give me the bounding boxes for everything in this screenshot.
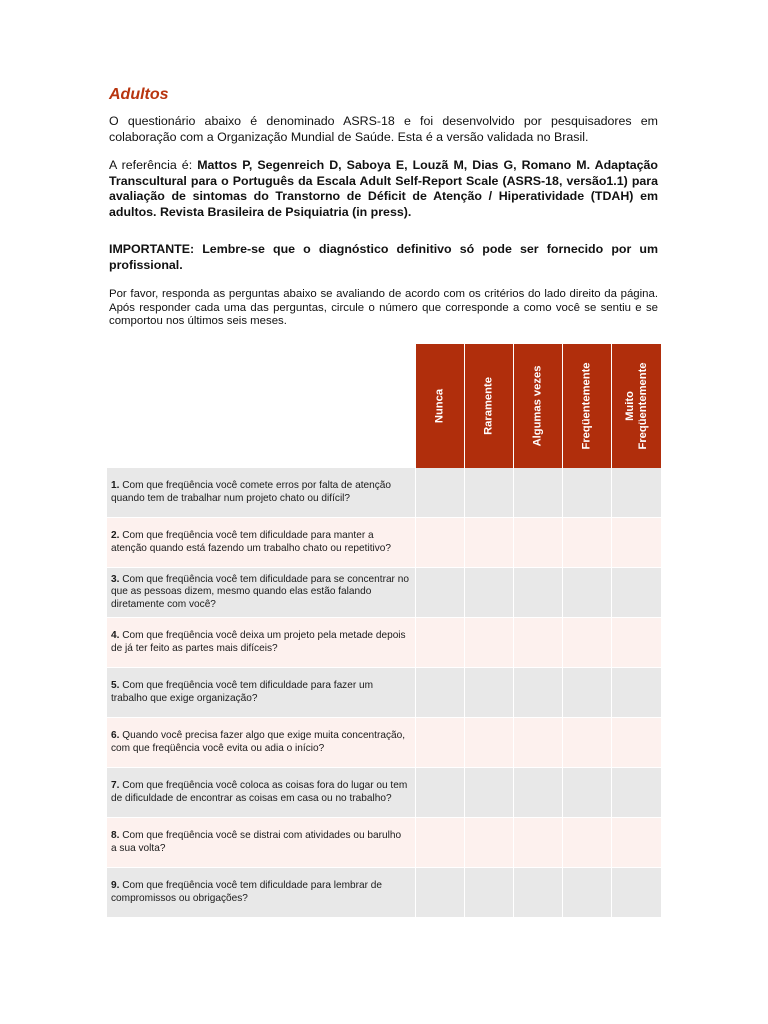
answer-cell-raramente[interactable] bbox=[465, 718, 514, 768]
answer-cell-algumas-vezes[interactable] bbox=[514, 818, 563, 868]
answer-cell-nunca[interactable] bbox=[416, 768, 465, 818]
answer-cell-raramente[interactable] bbox=[465, 468, 514, 518]
question-text: Quando você precisa fazer algo que exige muita concentração, com que freqüência você evita ou adia o início? bbox=[111, 730, 406, 754]
question-number: 4. bbox=[111, 630, 120, 642]
answer-cell-algumas-vezes[interactable] bbox=[514, 518, 563, 568]
answer-cell-frequentemente[interactable] bbox=[563, 768, 612, 818]
reference-citation: Mattos P, Segenreich D, Saboya E, Louzã M, Dias G, Romano M. Adaptação Transcultural para o Português da Escala Adult Self-Report Scale (ASRS-18, versão1.1) para avaliação de sintomas do Transtorno de Déficit de Atenção / Hiperatividade (TDAH) em adultos. Revista Brasileira de Psiquiatria (in press). bbox=[109, 158, 658, 219]
answer-cell-muito-frequentemente[interactable] bbox=[612, 668, 661, 718]
question-text: Com que freqüência você se distrai com atividades ou barulho a sua volta? bbox=[111, 830, 402, 854]
column-header-nunca bbox=[416, 344, 465, 468]
table-row bbox=[107, 668, 661, 718]
answer-cell-muito-frequentemente[interactable] bbox=[612, 818, 661, 868]
table-row bbox=[107, 768, 661, 818]
table-row bbox=[107, 468, 661, 518]
question-text: Com que freqüência você tem dificuldade para lembrar de compromissos ou obrigações? bbox=[111, 880, 383, 904]
column-header-label: Raramente bbox=[482, 377, 495, 435]
page-title: Adultos bbox=[109, 86, 169, 103]
intro-paragraph: O questionário abaixo é denominado ASRS-18 e foi desenvolvido por pesquisadores em colaboração com a Organização Mundial de Saúde. Esta é a versão validada no Brasil. bbox=[109, 114, 658, 144]
answer-cell-muito-frequentemente[interactable] bbox=[612, 468, 661, 518]
answer-cell-muito-frequentemente[interactable] bbox=[612, 618, 661, 668]
question-number: 2. bbox=[111, 530, 120, 542]
answer-cell-nunca[interactable] bbox=[416, 518, 465, 568]
answer-cell-raramente[interactable] bbox=[465, 618, 514, 668]
answer-cell-nunca[interactable] bbox=[416, 868, 465, 918]
column-header-label: Algumas vezes bbox=[531, 365, 544, 447]
table-row bbox=[107, 818, 661, 868]
question-number: 6. bbox=[111, 730, 120, 742]
question-cell bbox=[107, 518, 416, 568]
answer-cell-nunca[interactable] bbox=[416, 618, 465, 668]
answer-cell-frequentemente[interactable] bbox=[563, 518, 612, 568]
column-header-label: Freqüentemente bbox=[580, 362, 593, 450]
answer-cell-frequentemente[interactable] bbox=[563, 568, 612, 618]
question-text: Com que freqüência você comete erros por falta de atenção quando tem de trabalhar num projeto chato ou difícil? bbox=[111, 480, 391, 504]
column-header-raramente bbox=[465, 344, 514, 468]
table-row bbox=[107, 518, 661, 568]
question-number: 8. bbox=[111, 830, 120, 842]
table-row bbox=[107, 868, 661, 918]
question-number: 1. bbox=[111, 480, 120, 492]
answer-cell-algumas-vezes[interactable] bbox=[514, 718, 563, 768]
answer-cell-muito-frequentemente[interactable] bbox=[612, 868, 661, 918]
answer-cell-muito-frequentemente[interactable] bbox=[612, 718, 661, 768]
table-row bbox=[107, 618, 661, 668]
question-text: Com que freqüência você tem dificuldade para fazer um trabalho que exige organização? bbox=[111, 680, 374, 704]
answer-cell-frequentemente[interactable] bbox=[563, 818, 612, 868]
answer-cell-muito-frequentemente[interactable] bbox=[612, 568, 661, 618]
answer-cell-frequentemente[interactable] bbox=[563, 468, 612, 518]
answer-cell-nunca[interactable] bbox=[416, 668, 465, 718]
question-cell bbox=[107, 618, 416, 668]
answer-cell-algumas-vezes[interactable] bbox=[514, 468, 563, 518]
question-text: Com que freqüência você tem dificuldade para se concentrar no que as pessoas dizem, mesmo quando elas estão falando diretamente com você? bbox=[111, 574, 409, 610]
answer-cell-frequentemente[interactable] bbox=[563, 618, 612, 668]
answer-cell-algumas-vezes[interactable] bbox=[514, 868, 563, 918]
question-number: 9. bbox=[111, 880, 120, 892]
answer-cell-algumas-vezes[interactable] bbox=[514, 568, 563, 618]
instructions-paragraph: Por favor, responda as perguntas abaixo se avaliando de acordo com os critérios do lado direito da página. Após responder cada uma das perguntas, circule o número que corresponde a como você se sentiu e se comportou nos últimos seis meses. bbox=[109, 288, 658, 328]
question-text: Com que freqüência você deixa um projeto pela metade depois de já ter feito as partes mais difíceis? bbox=[111, 630, 406, 654]
column-header-label: Nunca bbox=[433, 388, 446, 424]
answer-cell-frequentemente[interactable] bbox=[563, 718, 612, 768]
question-text: Com que freqüência você tem dificuldade para manter a atenção quando está fazendo um trabalho chato ou repetitivo? bbox=[111, 530, 392, 554]
reference-prefix: A referência é: bbox=[109, 158, 198, 172]
answer-cell-algumas-vezes[interactable] bbox=[514, 768, 563, 818]
answer-cell-nunca[interactable] bbox=[416, 468, 465, 518]
question-cell bbox=[107, 668, 416, 718]
answer-cell-nunca[interactable] bbox=[416, 818, 465, 868]
answer-cell-frequentemente[interactable] bbox=[563, 868, 612, 918]
question-cell bbox=[107, 768, 416, 818]
answer-cell-frequentemente[interactable] bbox=[563, 668, 612, 718]
answer-cell-raramente[interactable] bbox=[465, 568, 514, 618]
table-header-row bbox=[107, 344, 661, 468]
answer-cell-raramente[interactable] bbox=[465, 668, 514, 718]
answer-cell-raramente[interactable] bbox=[465, 818, 514, 868]
answer-cell-nunca[interactable] bbox=[416, 718, 465, 768]
question-number: 3. bbox=[111, 574, 120, 586]
answer-cell-muito-frequentemente[interactable] bbox=[612, 768, 661, 818]
answer-cell-algumas-vezes[interactable] bbox=[514, 668, 563, 718]
table-row bbox=[107, 568, 661, 618]
answer-cell-algumas-vezes[interactable] bbox=[514, 618, 563, 668]
reference-paragraph bbox=[109, 158, 658, 220]
table-row bbox=[107, 718, 661, 768]
question-text: Com que freqüência você coloca as coisas fora do lugar ou tem de dificuldade de encontrar as coisas em casa ou no trabalho? bbox=[111, 780, 408, 804]
important-notice: IMPORTANTE: Lembre-se que o diagnóstico definitivo só pode ser fornecido por um profissional. bbox=[109, 242, 658, 272]
header-blank-cell bbox=[107, 344, 416, 468]
answer-cell-nunca[interactable] bbox=[416, 568, 465, 618]
questionnaire-table bbox=[107, 344, 661, 918]
question-number: 7. bbox=[111, 780, 120, 792]
question-cell bbox=[107, 868, 416, 918]
question-number: 5. bbox=[111, 680, 120, 692]
column-header-frequentemente bbox=[563, 344, 612, 468]
answer-cell-raramente[interactable] bbox=[465, 868, 514, 918]
question-cell bbox=[107, 818, 416, 868]
question-cell bbox=[107, 568, 416, 618]
column-header-muito-frequentemente bbox=[612, 344, 661, 468]
question-cell bbox=[107, 468, 416, 518]
answer-cell-raramente[interactable] bbox=[465, 768, 514, 818]
answer-cell-raramente[interactable] bbox=[465, 518, 514, 568]
answer-cell-muito-frequentemente[interactable] bbox=[612, 518, 661, 568]
column-header-label: Muito Freqüentemente bbox=[623, 362, 649, 450]
question-cell bbox=[107, 718, 416, 768]
column-header-algumas-vezes bbox=[514, 344, 563, 468]
